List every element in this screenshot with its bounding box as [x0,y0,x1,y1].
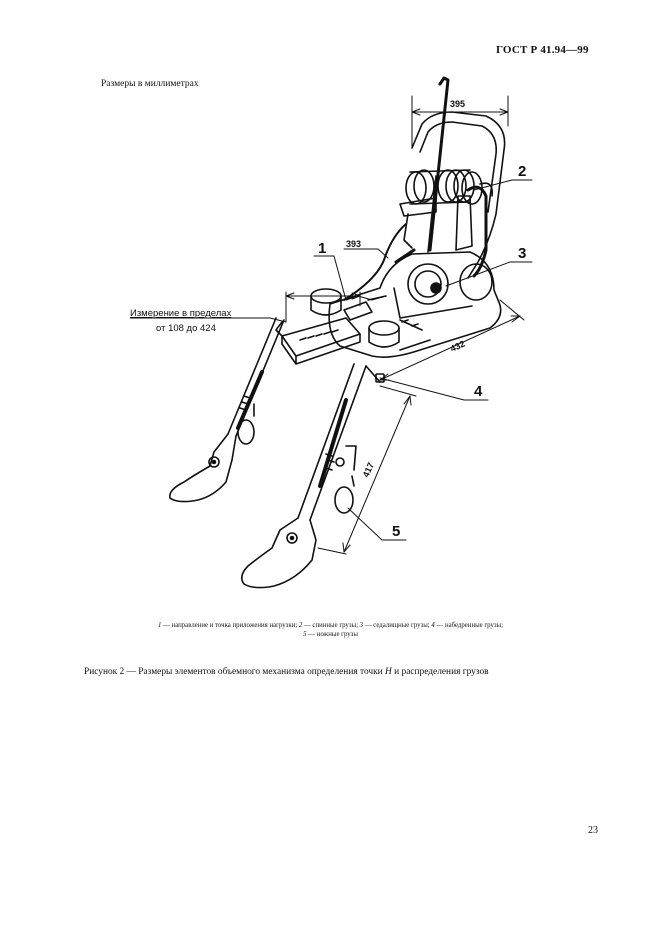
page-number: 23 [588,825,598,836]
caption-prefix: Рисунок 2 — Размеры элементов объемного механизма определения точки [84,667,383,677]
legend-dash-4: — [436,622,444,629]
legend-dash-1: — [163,622,170,629]
left-leg [170,318,284,502]
dimensions-note: Размеры в миллиметрах [101,79,199,89]
legend-dash-3: — [364,622,372,629]
legend-num-1: 1 [157,622,162,629]
measurement-range-line1: Измерение в пределах [130,308,232,319]
callout-5: 5 [392,523,401,540]
callout-1: 1 [318,240,327,257]
dim-393: 393 [346,239,362,249]
legend-text-5: ножные грузы [316,630,358,638]
measurement-range-line2: от 108 до 424 [156,323,216,334]
figure-caption [84,667,489,677]
legend-num-2: 2 [298,622,303,629]
legend-text-2: спинные грузы; [312,622,358,629]
caption-suffix: и распределения грузов [394,667,489,677]
h-point-machine-figure [130,70,590,610]
callout-3: 3 [518,245,527,262]
legend-num-3: 3 [359,622,364,629]
legend-dash-5: — [308,630,315,638]
figure-legend [40,622,621,640]
dim-432: 432 [448,338,467,354]
callout-4: 4 [474,383,483,400]
legend-dash-2: — [303,622,311,629]
caption-variable: H [385,667,392,677]
legend-num-4: 4 [431,622,435,629]
legend-text-4: набедренные грузы; [444,622,504,629]
legend-text-3: седалищные грузы; [373,622,430,629]
legend-text-1: направление и точка приложения нагрузки; [171,622,298,629]
callout-2: 2 [518,163,527,180]
dim-395: 395 [450,99,466,109]
dim-417: 417 [360,461,376,479]
document-code: ГОСТ Р 41.94—99 [496,44,589,56]
dim-393-leader [344,249,388,258]
legend-num-5: 5 [303,630,307,638]
